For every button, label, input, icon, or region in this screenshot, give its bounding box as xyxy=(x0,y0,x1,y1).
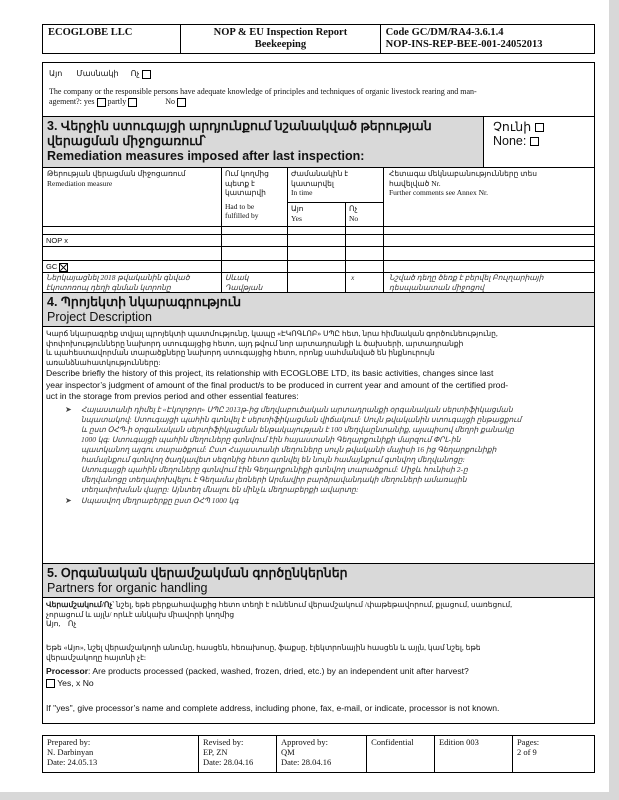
section5-processor-question: Processor: Are products processed (packed, washed, frozen, dried, etc.) by an independent unit after harvest? Yes, x No xyxy=(46,666,469,688)
section5-question-hy: Վերամշակում/Ոչ՝ նշել, եթե բերքահավաքից հետո տեղի է ունենում վերամշակում /փաթեթավորում, քլացում, սառեցում, չորացում և այլն/ որևէ անկախ միավորի կողմից Այո, Ոչ xyxy=(46,600,512,628)
company-name: ECOGLOBE LLC xyxy=(43,25,181,54)
row-measure: Ներկայացնել 2018 թվականին գնված էկոտոռոպ դեղի գնման կտրոնը xyxy=(46,273,190,292)
checkbox-icon[interactable] xyxy=(142,70,151,79)
approved-by: Approved by: QM Date: 28.04.16 xyxy=(276,736,366,773)
col-remediation-measure: Թերության վերացման միջոցառում Remediation measure xyxy=(47,169,186,188)
prepared-by: Prepared by: N. Darbinyan Date: 24.05.13 xyxy=(43,736,199,773)
revised-by: Revised by: EP, ZN Date: 28.04.16 xyxy=(198,736,276,773)
pages: Pages: 2 of 9 xyxy=(512,736,594,773)
page-edge-right xyxy=(609,0,619,800)
intro-options-hy: Այո Մասնակի Ոչ xyxy=(49,69,151,79)
section5-if-yes-en: If "yes", give processor’s name and complete address, including phone, fax, e-mail, or indicate, processor is not known. xyxy=(46,703,500,713)
section3-none: Չունի None: xyxy=(493,120,544,148)
section4-header: 4. Պրոյեկտի նկարագրություն Project Description xyxy=(43,293,594,326)
bullet-line: պատկանող այգու տարածքում: Ըստ Հայաստանի մեղուները սույն թվականի մայիսի 16 ից Գեղարքունիքի xyxy=(81,445,497,454)
arrow-bullet-icon: ➤ xyxy=(65,405,72,414)
bullet-line: 1000 կգ: Ստուգայցի պահին մեղուները գտնվում էին հայաստանի Գեղարքունիքի մարզում ՓՐԼ-ին xyxy=(81,435,461,444)
col-in-time-yes: Այո Yes xyxy=(291,204,304,223)
checked-box-icon[interactable] xyxy=(59,263,68,272)
bullet-line: Հայաստանի դիմել է «Էկոլոջոր» ՍՊԸ 2013թ-ից մեղվաբուծական արտադրանքի օրգանական սերտիֆիկացման xyxy=(81,405,513,414)
checkbox-icon[interactable] xyxy=(97,98,106,107)
row-comment: Նշված դեղը ծեռք է բերվել Բուլղարիայի դեսպանատան միջոցով xyxy=(389,273,544,292)
checkbox-icon[interactable] xyxy=(177,98,186,107)
row-nop: NOP x xyxy=(46,236,68,245)
arrow-bullet-icon: ➤ xyxy=(65,496,72,505)
section4-bullet-2: Սպասվող մեղրաբերքը ըստ ՕՀՊ 1000 կգ xyxy=(81,496,239,505)
report-body xyxy=(42,62,595,724)
bullet-line: և ըստ ՕՀՊ-ի օրգանական սերտիֆիկացման ենթակայության է 100 մեղվաընտանիք, այսպիսով մեղրի քանակը xyxy=(81,425,514,434)
col-in-time: Ժամանակին է կատարվել In time xyxy=(291,169,349,197)
bullet-line: համայնքում գտնվող ծաղկավետ սեզոնից հետո գտնվել են նույն համայնքում գտնվող մեղվանոցը: xyxy=(81,455,466,464)
checkbox-icon[interactable] xyxy=(530,137,539,146)
col-further-comments: Հետագա մեկնաբանությունները տես հավելված Nr. Further comments see Annex Nr. xyxy=(389,169,538,197)
section3-header: 3. Վերջին ստուգայցի արդյունքում նշանակված թերության վերացման միջոցառում՝ Remediation measures imposed after last inspection: xyxy=(43,117,483,167)
section4-description-en: Describe briefly the history of this project, its relationship with ECOGLOBE LTD, its basic activities, changes since last year inspector’s judgment of amount of the final product/s to be produced in current year and amount of the certified prod- uct in the storage from previos period and other essential features: xyxy=(46,368,509,401)
checkbox-icon[interactable] xyxy=(128,98,137,107)
section4-description-hy: Կարճ նկարագրեք տվյալ պրոյեկտի պատմությունը, կապը «ԷԿՈԳԼՈԲ» ՍՊԸ հետ, նրա հիմնական գործունեությունը, փոփոխությունները նախորդ ստուգայցից հետո, այդ թվում նոր արտադրանքի և ծախսերի, արտադրանքի և պահեստավորման տարածքները նախորդ ստուգայցից հետո, որոնք սահմանված են ինքնուրույն առանձնահատկությունները: xyxy=(46,329,498,367)
bullet-line: նպատակով: Ստուգայցի պահին գտնվել է սերտիֆիկացման վիճակում: Սույն թվականին ստուգայցի ընթացքում xyxy=(81,415,522,424)
checkbox-icon[interactable] xyxy=(46,679,55,688)
row-gc: GC xyxy=(46,262,68,272)
section5-header: 5. Օրգանական վերամշակման գործընկերներ Partners for organic handling xyxy=(43,564,594,597)
col-fulfilled-by: Ում կողմից պետք է կատարվի Had to be fulfilled by xyxy=(225,169,269,220)
bullet-line: մեղվանոցը տեղափոխվելու է Գեղամա լեռների Արմավիր բարձրավանդակի մեղուների ամառային xyxy=(81,475,467,484)
document-header xyxy=(42,24,595,54)
document-code: Code GC/DM/RA4-3.6.1.4 NOP-INS-REP-BEE-001-24052013 xyxy=(380,25,594,54)
col-in-time-no: Ոչ No xyxy=(349,204,359,223)
section4-bullet-1 xyxy=(81,405,589,495)
bullet-line: տեղափոխման վայրը: Այնտեղ մնալու են մինչև մեղրաբերքի ավարտը: xyxy=(81,485,359,494)
report-title: NOP & EU Inspection Report Beekeeping xyxy=(181,25,380,54)
intro-question: The company or the responsible persons have adequate knowledge of principles and techniques of organic livestock rearing and man- agement?: yes partly No xyxy=(49,87,477,106)
document-footer xyxy=(42,735,595,773)
section5-if-yes-hy: Եթե «Այո», նշել վերամշակողի անունը, հասցեն, հեռախոսը, ֆաքսը, էլեկտրոնային հասցեն և այլն, կամ նշել, եթե վերամշակողը հայտնի չէ: xyxy=(46,643,481,662)
edition: Edition 003 xyxy=(434,736,512,773)
bullet-line: Ստուգայցի պահին մեղուները գտնվում էին Գեղարքունիքի գտնվող տարածքում: Միջև հունիսի 2-ը xyxy=(81,465,468,474)
row-in-time-no: x xyxy=(351,273,355,282)
page-edge-bottom xyxy=(0,792,619,800)
row-fulfilled-by: Սևակ Դավթյան xyxy=(225,273,263,292)
confidential: Confidential xyxy=(367,736,435,773)
checkbox-icon[interactable] xyxy=(535,123,544,132)
